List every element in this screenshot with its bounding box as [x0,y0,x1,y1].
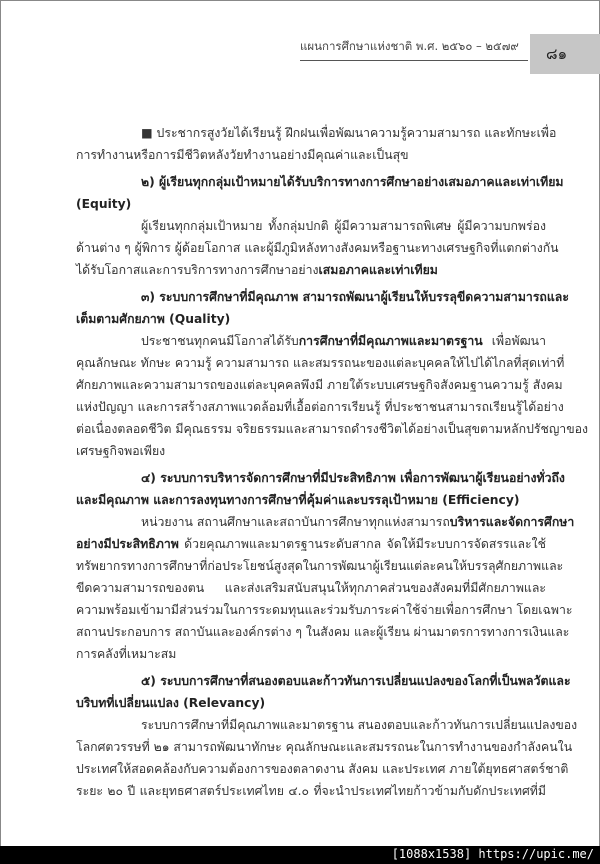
text-run: ขีดความสามารถของตน และส่งเสริมสนับสนุนให้ทุกภาคส่วนของสังคมที่มีศักยภาพและ [76,581,546,595]
bold-text: ๓) ระบบการศึกษาที่มีคุณภาพ สามารถพัฒนาผู้เรียนให้บรรลุขีดความสามารถและ [141,290,569,304]
text-line [76,758,569,780]
text-line [76,308,546,330]
running-header-title: แผนการศึกษาแห่งชาติ พ.ศ. ๒๕๖๐ – ๒๕๗๙ [300,39,519,53]
text-run: ระยะ ๒๐ ปี และยุทธศาสตร์ประเทศไทย ๔.๐ ที่จะนำประเทศไทยก้าวข้ามกับดักประเทศที่มี [76,784,546,798]
bold-text: ๒) ผู้เรียนทุกกลุ่มเป้าหมายได้รับบริการทางการศึกษาอย่างเสมอภาคและเท่าเทียม [141,175,564,189]
bold-text: เต็มตามศักยภาพ (Quality) [76,312,231,326]
text-line [76,259,546,281]
bold-text: ๔) ระบบการบริหารจัดการศึกษาที่มีประสิทธิภาพ เพื่อการพัฒนาผู้เรียนอย่างทั่วถึง [141,471,565,485]
text-line [76,511,575,533]
text-line [76,555,564,577]
text-run: เพื่อพัฒนา [482,334,546,348]
text-run: ศักยภาพและความสามารถของแต่ละบุคคลพึงมี ภายใต้ระบบเศรษฐกิจสังคมฐานความรู้ สังคม [76,378,563,392]
text-line [76,599,573,621]
bold-text: ๕) ระบบการศึกษาที่สนองตอบและก้าวทันการเปลี่ยนแปลงของโลกที่เป็นพลวัตและ [141,674,571,688]
text-run: การทำงานหรือการมีชีวิตหลังวัยทำงานอย่างมีคุณค่าและเป็นสุข [76,148,409,162]
text-line [76,171,564,193]
header-rule [300,60,528,61]
text-line [76,396,564,418]
text-line [76,374,563,396]
text-line [76,533,546,555]
text-line [76,418,589,440]
text-run: ด้วยคุณภาพและมาตรฐานระดับสากล จัดให้มีระบบการจัดสรรและใช้ [178,537,546,551]
text-line [76,144,546,166]
text-line [76,489,546,511]
text-run: โลกศตวรรษที่ ๒๑ สามารถพัฒนาทักษะ คุณลักษณะและสมรรถนะในการทำงานของกำลังคนใน [76,740,573,754]
text-run: ด้านต่าง ๆ ผู้พิการ ผู้ด้อยโอกาส และผู้มีภูมิหลังทางสังคมหรือฐานะทางเศรษฐกิจที่แตกต่างกัน [76,241,559,255]
text-run: หน่วยงาน สถานศึกษาและสถาบันการศึกษาทุกแห่งสามารถ [141,515,450,529]
page-number: ๘๑ [546,45,568,63]
text-line [76,670,571,692]
image-host-bar [0,846,600,864]
image-host-watermark: [1088x1538] https://upic.me/ [391,847,594,861]
text-line [76,330,546,352]
text-line [76,193,546,215]
bold-text: และมีคุณภาพ และการลงทุนทางการศึกษาที่คุ้มค่าและบรรลุเป้าหมาย (Efficiency) [76,493,520,507]
text-line [76,286,569,308]
text-run: แห่งปัญญา และการสร้างสภาพแวดล้อมที่เอื้อต่อการเรียนรู้ ที่ประชาชนสามารถเรียนรู้ได้อย่าง [76,400,564,414]
text-run: สถานประกอบการ สถาบันและองค์กรต่าง ๆ ในสังคม และผู้เรียน ผ่านมาตรการทางการเงินและ [76,625,570,639]
text-line [76,736,573,758]
text-run: ระบบการศึกษาที่มีคุณภาพและมาตรฐาน สนองตอบและก้าวทันการเปลี่ยนแปลงของ [141,718,578,732]
text-run: ■ ประชากรสูงวัยได้เรียนรู้ ฝึกฝนเพื่อพัฒนาความรู้ความสามารถ และทักษะเพื่อ [141,126,557,140]
text-line [76,621,570,643]
text-run: ความพร้อมเข้ามามีส่วนร่วมในการระดมทุนและร่วมรับภาระค่าใช้จ่ายเพื่อการศึกษา โดยเฉพาะ [76,603,573,617]
text-run: ได้รับโอกาสและการบริการทางการศึกษาอย่าง [76,263,319,277]
bold-text: เสมอภาคและเท่าเทียม [318,263,438,277]
text-line [76,714,578,736]
text-line [76,352,565,374]
text-run: ประชาชนทุกคนมีโอกาสได้รับ [141,334,299,348]
text-line [76,440,546,462]
text-run: ทรัพยากรทางการศึกษาที่ก่อประโยชน์สูงสุดในการพัฒนาผู้เรียนแต่ละคนให้บรรลุศักยภาพและ [76,559,564,573]
text-line [76,780,546,802]
text-line [76,692,546,714]
body-text [76,122,589,802]
bold-text: การศึกษาที่มีคุณภาพและมาตรฐาน [298,334,483,348]
text-run: ผู้เรียนทุกกลุ่มเป้าหมาย ทั้งกลุ่มปกติ ผู้มีความสามารถพิเศษ ผู้มีความบกพร่อง [141,219,546,233]
text-line [76,237,559,259]
text-line [76,643,546,665]
bold-text: บริบทที่เปลี่ยนแปลง (Relevancy) [76,696,266,710]
text-run: การคลังที่เหมาะสม [76,647,177,661]
bold-text: (Equity) [76,197,132,211]
text-run: คุณลักษณะ ทักษะ ความรู้ ความสามารถ และสมรรถนะของแต่ละบุคคลให้ไปได้ไกลที่สุดเท่าที่ [76,356,565,370]
text-run: ต่อเนื่องตลอดชีวิต มีคุณธรรม จริยธรรมและสามารถดำรงชีวิตได้อย่างเป็นสุขตามหลักปรัชญาของ [76,422,589,436]
bold-text: อย่างมีประสิทธิภาพ [76,537,179,551]
text-line [76,577,546,599]
text-line [76,467,565,489]
text-line [76,122,557,144]
text-line [76,215,546,237]
bold-text: บริหารและจัดการศึกษา [449,515,575,529]
text-run: เศรษฐกิจพอเพียง [76,444,166,458]
text-run: ประเทศให้สอดคล้องกับความต้องการของตลาดงาน สังคม และประเทศ ภายใต้ยุทธศาสตร์ชาติ [76,762,569,776]
